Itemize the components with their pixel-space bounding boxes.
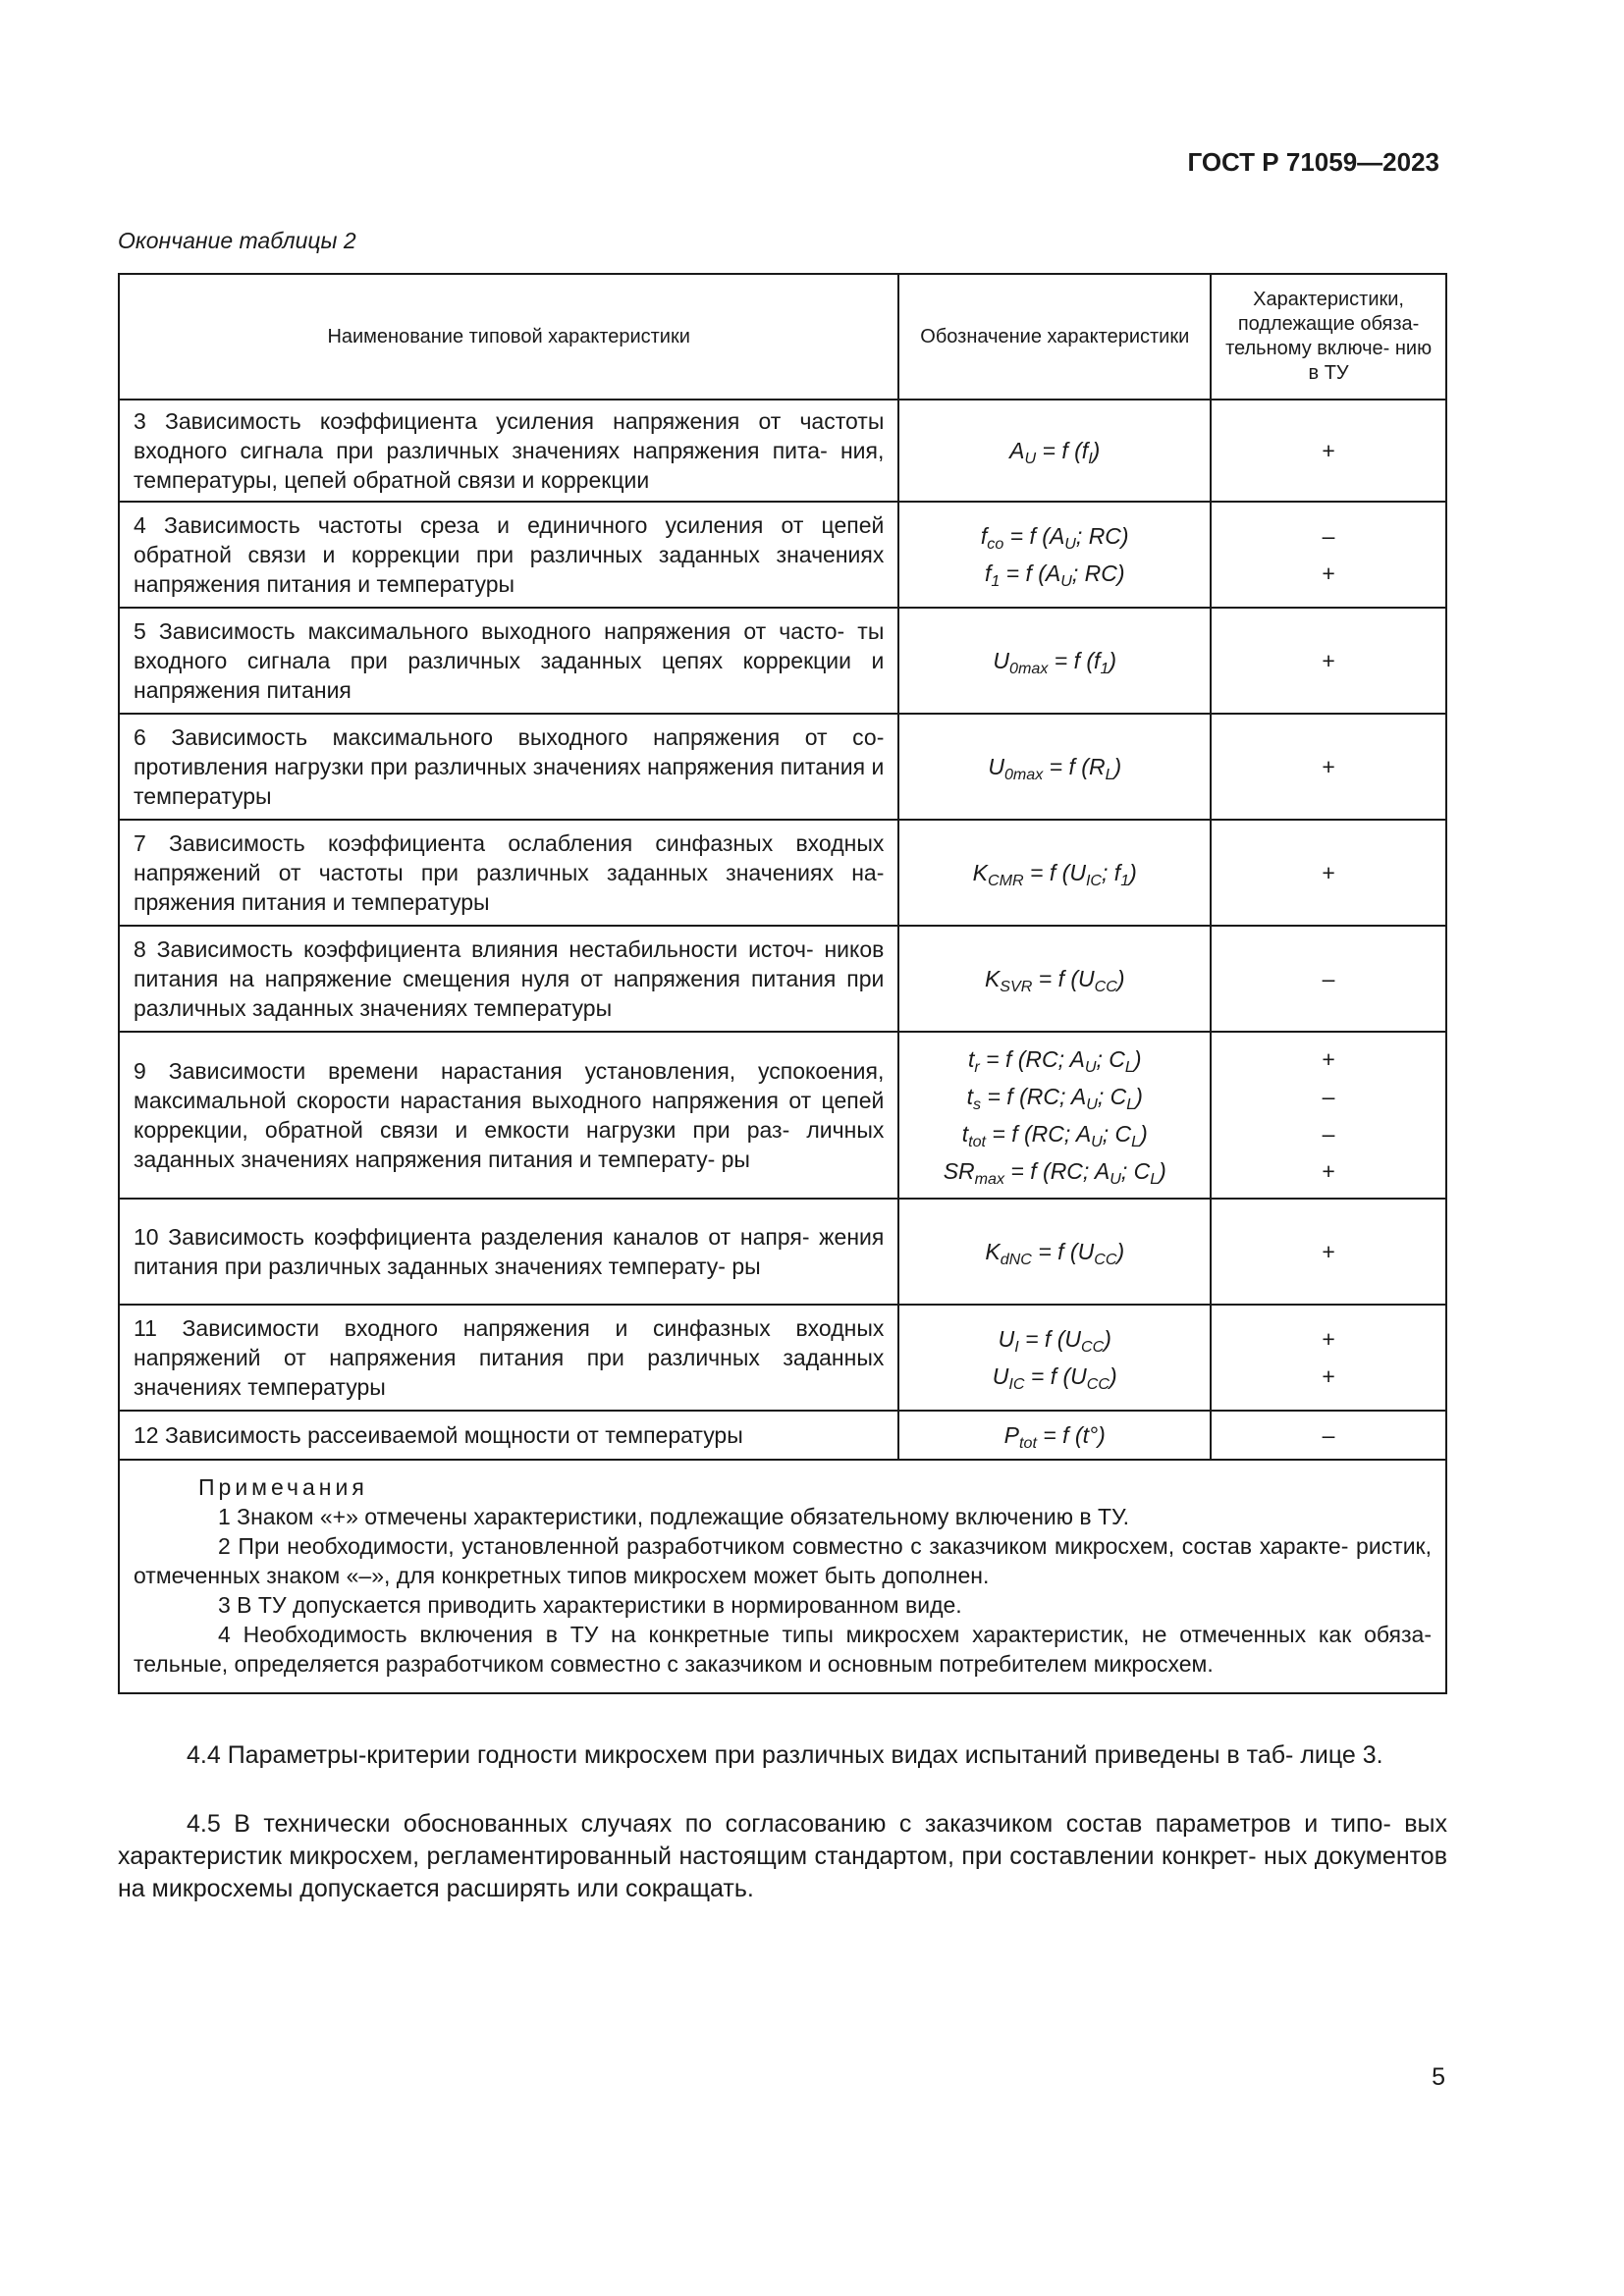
formula: $K_{SVR} = f$ $(U_{CC})$	[984, 966, 1125, 995]
characteristic-symbol-cell	[898, 926, 1211, 1032]
characteristic-symbol-cell	[898, 1199, 1211, 1305]
mandatory-mark-cell	[1211, 1305, 1446, 1411]
paragraph-4-4: 4.4 Параметры-критерии годности микросхем при различных видах испытаний приведены в таб- лице 3.	[187, 1741, 1383, 1769]
characteristic-name: 6 Зависимость максимального выходного напряжения от со- противления нагрузки при различных значениях напряжения питания и температуры	[119, 714, 898, 820]
column-header-symbol: Обозначение характеристики	[898, 274, 1211, 400]
formula: $SR_{max} = f$ (RC; $A_U$; $C_L$)	[943, 1158, 1166, 1188]
mandatory-mark-cell	[1211, 714, 1446, 820]
document-code: ГОСТ Р 71059—2023	[1187, 147, 1439, 177]
mandatory-mark-cell	[1211, 926, 1446, 1032]
table-row	[119, 400, 1446, 502]
mandatory-mark-cell	[1211, 400, 1446, 502]
table-row	[119, 502, 1446, 608]
table-row	[119, 1305, 1446, 1411]
page-number: 5	[1432, 2063, 1445, 2091]
characteristic-symbol-cell	[898, 820, 1211, 926]
mandatory-mark: –	[1322, 1121, 1335, 1147]
mandatory-mark-cell	[1211, 608, 1446, 714]
mandatory-mark: +	[1322, 648, 1335, 673]
mandatory-mark: +	[1322, 1363, 1335, 1389]
mandatory-mark: +	[1322, 1239, 1335, 1264]
characteristic-symbol-cell	[898, 502, 1211, 608]
formula: $f_1 = f$ ($A_U$; RC)	[984, 561, 1125, 590]
table-row	[119, 820, 1446, 926]
table-row	[119, 926, 1446, 1032]
characteristic-symbol-cell	[898, 608, 1211, 714]
mandatory-mark: +	[1322, 860, 1335, 885]
characteristic-name: 8 Зависимость коэффициента влияния нестабильности источ- ников питания на напряжение смещения нуля от напряжения питания при различных заданных значениях температуры	[119, 926, 898, 1032]
paragraph-4-5: 4.5 В технически обоснованных случаях по согласованию с заказчиком состав параметров и типо- вых характеристик микросхем, регламентированный настоящим стандартом, при составлении конкрет- ных документов на микросхемы допускается расширять или сокращать.	[118, 1810, 1447, 1902]
mandatory-mark: +	[1322, 1326, 1335, 1352]
formula: $U_I = f$ $(U_{CC})$	[998, 1326, 1111, 1356]
mandatory-mark: +	[1322, 1046, 1335, 1072]
formula: $A_U = f$ $(f_I)$	[1009, 438, 1101, 467]
formula: $t_{tot} = f$ (RC; $A_U$; $C_L$)	[961, 1121, 1148, 1150]
note-item: 2 При необходимости, установленной разработчиком совместно с заказчиком микросхем, состав характе- ристик, отмеченных знаком «–», для конкретных типов микросхем может быть дополнен.	[134, 1533, 1432, 1588]
mandatory-mark-cell	[1211, 820, 1446, 926]
characteristic-name: 11 Зависимости входного напряжения и синфазных входных напряжений от напряжения питания при различных заданных значениях температуры	[119, 1305, 898, 1411]
table-row	[119, 1199, 1446, 1305]
characteristics-table	[118, 273, 1447, 1694]
characteristic-name: 10 Зависимость коэффициента разделения каналов от напря- жения питания при различных заданных значениях температу- ры	[119, 1199, 898, 1305]
formula: $t_r = f$ (RC; $A_U$; $C_L$)	[967, 1046, 1142, 1076]
formula: $U_{0max} = f$ $(R_L)$	[988, 754, 1122, 783]
characteristic-name: 12 Зависимость рассеиваемой мощности от температуры	[119, 1411, 898, 1460]
table-body	[119, 400, 1446, 1460]
mandatory-mark-cell	[1211, 1411, 1446, 1460]
mandatory-mark-cell	[1211, 1199, 1446, 1305]
table-row	[119, 714, 1446, 820]
formula: $U_{IC} = f$ $(U_{CC})$	[992, 1363, 1117, 1393]
note-item: 4 Необходимость включения в ТУ на конкретные типы микросхем характеристик, не отмеченных как обяза- тельные, определяется разработчиком совместно с заказчиком и основным потребителем микросхем.	[134, 1622, 1432, 1677]
mandatory-mark: –	[1322, 1422, 1335, 1448]
mandatory-mark-cell	[1211, 502, 1446, 608]
table-row	[119, 608, 1446, 714]
characteristic-symbol-cell	[898, 714, 1211, 820]
characteristic-name: 9 Зависимости времени нарастания установления, успокоения, максимальной скорости нарастания выходного напряжения от цепей коррекции, обратной связи и емкости нагрузки при раз- личных заданных значениях напряжения питания и температу- ры	[119, 1032, 898, 1199]
characteristic-symbol-cell	[898, 400, 1211, 502]
characteristic-name: 4 Зависимость частоты среза и единичного усиления от цепей обратной связи и коррекции при различных заданных значениях напряжения питания и температуры	[119, 502, 898, 608]
characteristic-symbol-cell	[898, 1032, 1211, 1199]
characteristic-name: 3 Зависимость коэффициента усиления напряжения от частоты входного сигнала при различных значениях напряжения пита- ния, температуры, цепей обратной связи и коррекции	[119, 400, 898, 502]
characteristic-name: 5 Зависимость максимального выходного напряжения от часто- ты входного сигнала при различных заданных цепях коррекции и напряжения питания	[119, 608, 898, 714]
mandatory-mark: –	[1322, 523, 1335, 549]
table-header-row	[119, 274, 1446, 400]
mandatory-mark-cell	[1211, 1032, 1446, 1199]
formula: $t_s = f$ (RC; $A_U$; $C_L$)	[966, 1084, 1143, 1113]
mandatory-mark: +	[1322, 1158, 1335, 1184]
column-header-name: Наименование типовой характеристики	[119, 274, 898, 400]
characteristic-symbol-cell	[898, 1305, 1211, 1411]
table-row	[119, 1411, 1446, 1460]
formula: $P_{tot} = f$ (t°)	[1003, 1422, 1106, 1452]
mandatory-mark: +	[1322, 754, 1335, 779]
notes-cell	[119, 1460, 1446, 1693]
mandatory-mark: +	[1322, 438, 1335, 463]
note-item: 3 В ТУ допускается приводить характеристики в нормированном виде.	[218, 1592, 962, 1618]
column-header-mandatory: Характеристики, подлежащие обяза- тельному включе- нию в ТУ	[1211, 274, 1446, 400]
formula: $f_{co} = f$ ($A_U$; RC)	[980, 523, 1129, 553]
formula: $K_{CMR} = f$ ($U_{IC}$; $f_1$)	[972, 860, 1137, 889]
characteristic-name: 7 Зависимость коэффициента ослабления синфазных входных напряжений от частоты при различных заданных значениях на- пряжения питания и температуры	[119, 820, 898, 926]
note-item: 1 Знаком «+» отмечены характеристики, подлежащие обязательному включению в ТУ.	[218, 1504, 1129, 1529]
notes-row	[119, 1460, 1446, 1693]
mandatory-mark: –	[1322, 966, 1335, 991]
formula: $U_{0max} = f$ $(f_1)$	[993, 648, 1117, 677]
formula: $K_{dNC} = f$ $(U_{CC})$	[985, 1239, 1125, 1268]
characteristic-symbol-cell	[898, 1411, 1211, 1460]
mandatory-mark: –	[1322, 1084, 1335, 1109]
table-row	[119, 1032, 1446, 1199]
notes-title: Примечания	[198, 1474, 368, 1500]
mandatory-mark: +	[1322, 561, 1335, 586]
table-caption: Окончание таблицы 2	[118, 228, 356, 253]
